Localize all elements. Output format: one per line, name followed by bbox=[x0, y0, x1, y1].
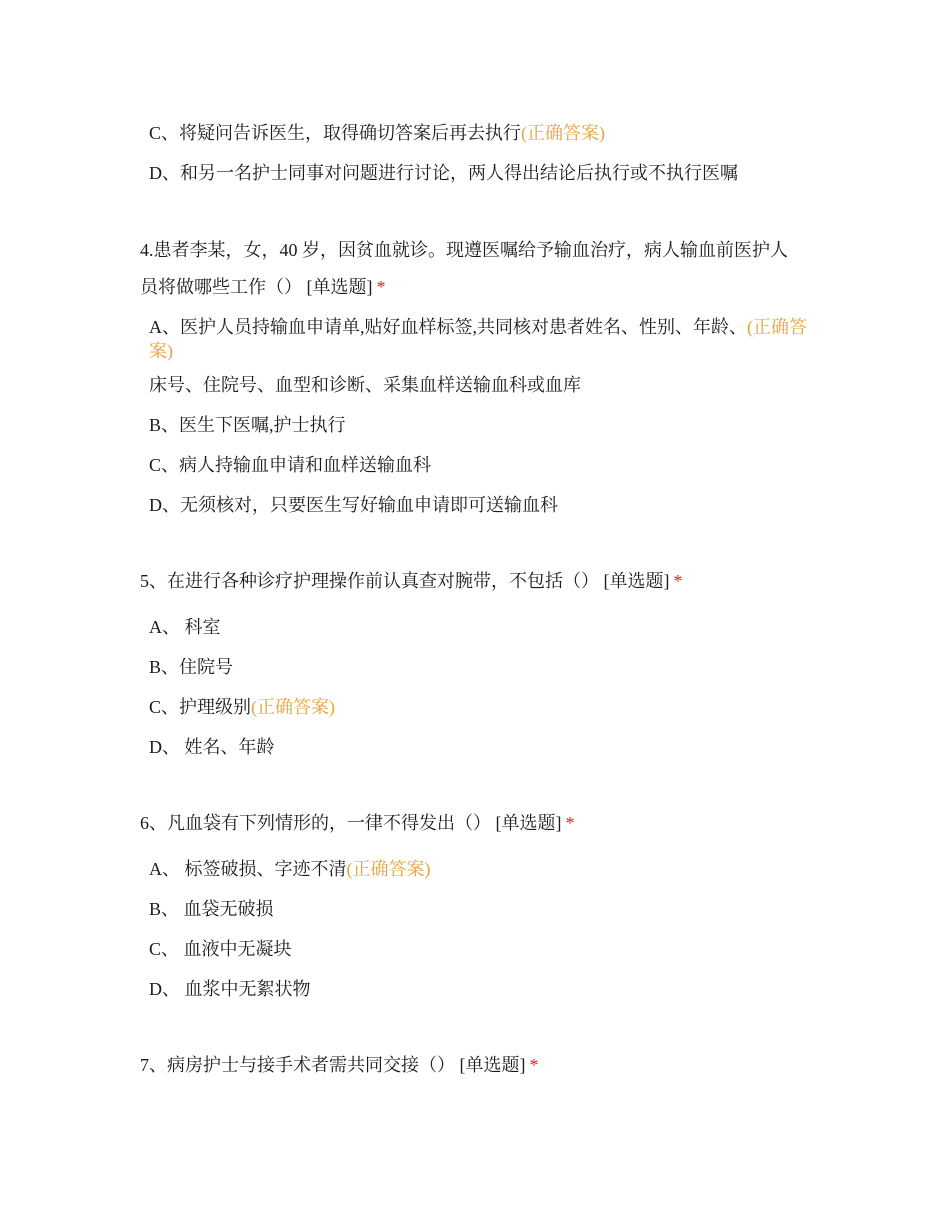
q3-option-c-text: C、将疑问告诉医生，取得确切答案后再去执行 bbox=[149, 123, 522, 143]
q7-title bbox=[140, 1052, 539, 1078]
q6-option-a-text: A、 标签破损、字迹不清 bbox=[149, 859, 347, 879]
q4-title-text-2: 员将做哪些工作（） [单选题] bbox=[140, 277, 373, 297]
q3-option-c[interactable] bbox=[149, 120, 605, 146]
q6-option-a-correct-label: (正确答案) bbox=[346, 859, 431, 879]
q6-option-a[interactable] bbox=[149, 856, 431, 882]
q4-option-d[interactable] bbox=[149, 492, 558, 518]
q5-title bbox=[140, 568, 683, 594]
q4-option-b[interactable] bbox=[149, 412, 346, 438]
q6-option-d-text: D、 血浆中无絮状物 bbox=[149, 979, 311, 999]
q5-option-d-text: D、 姓名、年龄 bbox=[149, 737, 275, 757]
q4-option-a-cont-text: 床号、住院号、血型和诊断、采集血样送输血科或血库 bbox=[149, 375, 581, 395]
required-asterisk: * bbox=[673, 571, 683, 591]
q6-title bbox=[140, 810, 575, 836]
q7-title-text: 7、病房护士与接手术者需共同交接（） [单选题] bbox=[140, 1055, 526, 1075]
q5-option-c[interactable] bbox=[149, 694, 335, 720]
q4-title-text-1: 4.患者李某，女，40 岁，因贫血就诊。现遵医嘱给予输血治疗，病人输血前医护人 bbox=[140, 240, 788, 260]
q4-option-a-continuation bbox=[149, 372, 581, 398]
q3-option-c-correct-label: (正确答案) bbox=[521, 123, 606, 143]
q5-option-a[interactable] bbox=[149, 614, 221, 640]
q4-option-c[interactable] bbox=[149, 452, 431, 478]
q5-option-b-text: B、住院号 bbox=[149, 657, 234, 677]
q3-option-d[interactable] bbox=[149, 160, 738, 186]
q6-option-c[interactable] bbox=[149, 936, 292, 962]
q4-option-d-text: D、无须核对，只要医生写好输血申请即可送输血科 bbox=[149, 495, 558, 515]
q4-option-a-text: A、医护人员持输血申请单,贴好血样标签,共同核对患者姓名、性别、年龄、 bbox=[149, 317, 747, 337]
q5-option-c-text: C、护理级别 bbox=[149, 697, 252, 717]
q5-title-text: 5、在进行各种诊疗护理操作前认真查对腕带，不包括（） [单选题] bbox=[140, 571, 670, 591]
q5-option-d[interactable] bbox=[149, 734, 275, 760]
q5-option-c-correct-label: (正确答案) bbox=[251, 697, 336, 717]
q6-option-c-text: C、 血液中无凝块 bbox=[149, 939, 292, 959]
q6-option-d[interactable] bbox=[149, 976, 311, 1002]
q4-title-line1 bbox=[140, 237, 788, 263]
q6-option-b-text: B、 血袋无破损 bbox=[149, 899, 274, 919]
q4-option-a[interactable] bbox=[149, 315, 809, 363]
q4-option-c-text: C、病人持输血申请和血样送输血科 bbox=[149, 455, 432, 475]
q4-title-line2 bbox=[140, 274, 386, 300]
q3-option-d-text: D、和另一名护士同事对问题进行讨论，两人得出结论后执行或不执行医嘱 bbox=[149, 163, 738, 183]
required-asterisk: * bbox=[529, 1055, 539, 1075]
q5-option-a-text: A、 科室 bbox=[149, 617, 221, 637]
q4-option-a-correct-label: (正确答案) bbox=[149, 317, 807, 361]
q5-option-b[interactable] bbox=[149, 654, 233, 680]
q6-option-b[interactable] bbox=[149, 896, 274, 922]
q4-option-b-text: B、医生下医嘱,护士执行 bbox=[149, 415, 346, 435]
required-asterisk: * bbox=[565, 813, 575, 833]
q6-title-text: 6、凡血袋有下列情形的，一律不得发出（） [单选题] bbox=[140, 813, 562, 833]
required-asterisk: * bbox=[376, 277, 386, 297]
